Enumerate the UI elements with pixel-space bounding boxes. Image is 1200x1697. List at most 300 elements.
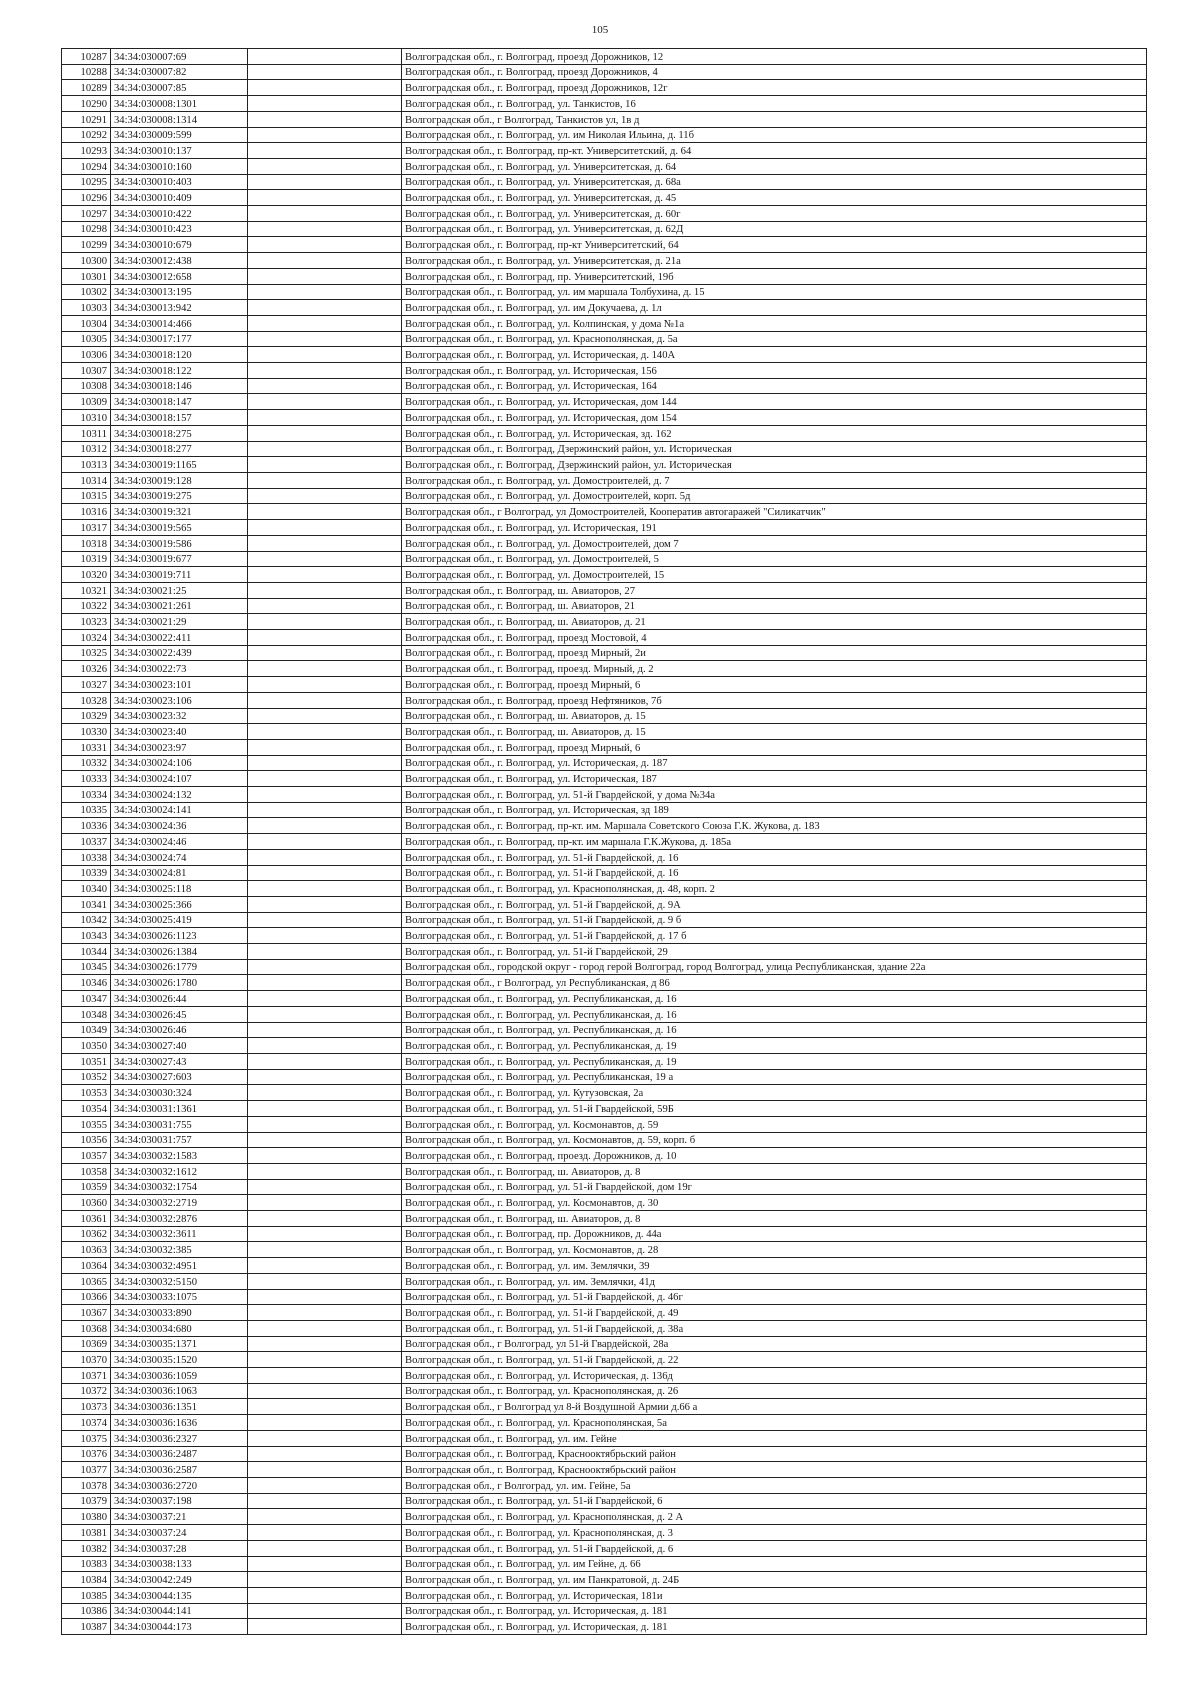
table-row xyxy=(62,457,1147,473)
row-number-cell: 10300 xyxy=(62,253,111,269)
row-number-cell: 10380 xyxy=(62,1509,111,1525)
cadastral-number-cell: 34:34:030032:1612 xyxy=(111,1163,248,1179)
address-cell: Волгоградская обл., г. Волгоград, Краснооктябрьский район xyxy=(402,1446,1147,1462)
empty-cell xyxy=(248,1085,402,1101)
cadastral-number-cell: 34:34:030024:132 xyxy=(111,787,248,803)
cadastral-number-cell: 34:34:030037:24 xyxy=(111,1525,248,1541)
address-cell: Волгоградская обл., г. Волгоград, ул. Историческая, д. 140А xyxy=(402,347,1147,363)
row-number-cell: 10305 xyxy=(62,331,111,347)
empty-cell xyxy=(248,378,402,394)
empty-cell xyxy=(248,1603,402,1619)
table-row xyxy=(62,975,1147,991)
empty-cell xyxy=(248,174,402,190)
table-row xyxy=(62,1273,1147,1289)
row-number-cell: 10298 xyxy=(62,221,111,237)
row-number-cell: 10371 xyxy=(62,1368,111,1384)
row-number-cell: 10354 xyxy=(62,1101,111,1117)
address-cell: Волгоградская обл., г. Волгоград, ул. им Николая Ильина, д. 11б xyxy=(402,127,1147,143)
address-cell: Волгоградская обл., г. Волгоград, проезд Дорожников, 4 xyxy=(402,64,1147,80)
address-cell: Волгоградская обл., г. Волгоград, ул. Колпинская, у дома №1а xyxy=(402,315,1147,331)
empty-cell xyxy=(248,253,402,269)
address-cell: Волгоградская обл., г Волгоград, ул 51-й Гвардейской, 28а xyxy=(402,1336,1147,1352)
empty-cell xyxy=(248,535,402,551)
address-cell: Волгоградская обл., г. Волгоград, ул. Историческая, 191 xyxy=(402,520,1147,536)
row-number-cell: 10310 xyxy=(62,410,111,426)
table-row xyxy=(62,802,1147,818)
cadastral-number-cell: 34:34:030033:1075 xyxy=(111,1289,248,1305)
row-number-cell: 10316 xyxy=(62,504,111,520)
address-cell: Волгоградская обл., г. Волгоград, ул. 51-й Гвардейской, 29 xyxy=(402,944,1147,960)
row-number-cell: 10324 xyxy=(62,630,111,646)
address-cell: Волгоградская обл., г. Волгоград, проезд Мирный, 6 xyxy=(402,677,1147,693)
address-cell: Волгоградская обл., г. Волгоград, ул. Историческая, дом 154 xyxy=(402,410,1147,426)
empty-cell xyxy=(248,111,402,127)
empty-cell xyxy=(248,1242,402,1258)
row-number-cell: 10320 xyxy=(62,567,111,583)
address-cell: Волгоградская обл., г. Волгоград, ул. Домостроителей, корп. 5д xyxy=(402,488,1147,504)
address-cell: Волгоградская обл., г. Волгоград, проезд. Дорожников, д. 10 xyxy=(402,1148,1147,1164)
address-cell: Волгоградская обл., г. Волгоград, ул. им Гейне, д. 66 xyxy=(402,1556,1147,1572)
row-number-cell: 10359 xyxy=(62,1179,111,1195)
address-cell: Волгоградская обл., г. Волгоград, ул. Историческая, 181и xyxy=(402,1587,1147,1603)
cadastral-number-cell: 34:34:030021:29 xyxy=(111,614,248,630)
cadastral-number-cell: 34:34:030044:173 xyxy=(111,1619,248,1635)
row-number-cell: 10336 xyxy=(62,818,111,834)
empty-cell xyxy=(248,315,402,331)
table-row xyxy=(62,190,1147,206)
row-number-cell: 10313 xyxy=(62,457,111,473)
empty-cell xyxy=(248,645,402,661)
empty-cell xyxy=(248,49,402,65)
row-number-cell: 10335 xyxy=(62,802,111,818)
empty-cell xyxy=(248,425,402,441)
address-cell: Волгоградская обл., г. Волгоград, проезд Мирный, 6 xyxy=(402,739,1147,755)
cadastral-number-cell: 34:34:030022:73 xyxy=(111,661,248,677)
address-cell: Волгоградская обл., г. Волгоград, проезд Дорожников, 12 xyxy=(402,49,1147,65)
table-row xyxy=(62,630,1147,646)
empty-cell xyxy=(248,1226,402,1242)
empty-cell xyxy=(248,834,402,850)
table-row xyxy=(62,1069,1147,1085)
address-cell: Волгоградская обл., г. Волгоград, ш. Авиаторов, д. 15 xyxy=(402,724,1147,740)
table-row xyxy=(62,504,1147,520)
empty-cell xyxy=(248,630,402,646)
row-number-cell: 10345 xyxy=(62,959,111,975)
row-number-cell: 10369 xyxy=(62,1336,111,1352)
property-registry-table xyxy=(61,48,1147,1635)
empty-cell xyxy=(248,1148,402,1164)
address-cell: Волгоградская обл., г. Волгоград, ул. Историческая, 164 xyxy=(402,378,1147,394)
address-cell: Волгоградская обл., г. Волгоград, ул. Танкистов, 16 xyxy=(402,96,1147,112)
row-number-cell: 10365 xyxy=(62,1273,111,1289)
table-row xyxy=(62,708,1147,724)
empty-cell xyxy=(248,1038,402,1054)
empty-cell xyxy=(248,1368,402,1384)
table-row xyxy=(62,425,1147,441)
row-number-cell: 10351 xyxy=(62,1054,111,1070)
row-number-cell: 10367 xyxy=(62,1305,111,1321)
empty-cell xyxy=(248,394,402,410)
table-row xyxy=(62,1006,1147,1022)
cadastral-number-cell: 34:34:030025:366 xyxy=(111,896,248,912)
address-cell: Волгоградская обл., г. Волгоград, ул. Космонавтов, д. 59, корп. б xyxy=(402,1132,1147,1148)
table-row xyxy=(62,818,1147,834)
address-cell: Волгоградская обл., г. Волгоград, ул. 51-й Гвардейской, д. 9А xyxy=(402,896,1147,912)
empty-cell xyxy=(248,331,402,347)
cadastral-number-cell: 34:34:030009:599 xyxy=(111,127,248,143)
address-cell: Волгоградская обл., г. Волгоград, ул. Республиканская, 19 а xyxy=(402,1069,1147,1085)
row-number-cell: 10333 xyxy=(62,771,111,787)
cadastral-number-cell: 34:34:030036:2487 xyxy=(111,1446,248,1462)
empty-cell xyxy=(248,158,402,174)
address-cell: Волгоградская обл., г. Волгоград, Краснооктябрьский район xyxy=(402,1462,1147,1478)
table-row xyxy=(62,64,1147,80)
empty-cell xyxy=(248,504,402,520)
cadastral-number-cell: 34:34:030026:45 xyxy=(111,1006,248,1022)
cadastral-number-cell: 34:34:030018:147 xyxy=(111,394,248,410)
table-row xyxy=(62,1101,1147,1117)
address-cell: Волгоградская обл., г. Волгоград, ул. им. Гейне xyxy=(402,1430,1147,1446)
address-cell: Волгоградская обл., г. Волгоград, ул. Университетская, д. 62Д xyxy=(402,221,1147,237)
address-cell: Волгоградская обл., г. Волгоград, ул. Домостроителей, 5 xyxy=(402,551,1147,567)
cadastral-number-cell: 34:34:030035:1371 xyxy=(111,1336,248,1352)
table-row xyxy=(62,1242,1147,1258)
cadastral-number-cell: 34:34:030018:146 xyxy=(111,378,248,394)
empty-cell xyxy=(248,1509,402,1525)
empty-cell xyxy=(248,1116,402,1132)
cadastral-number-cell: 34:34:030036:1063 xyxy=(111,1383,248,1399)
cadastral-number-cell: 34:34:030032:5150 xyxy=(111,1273,248,1289)
table-row xyxy=(62,1368,1147,1384)
table-row xyxy=(62,300,1147,316)
cadastral-number-cell: 34:34:030031:755 xyxy=(111,1116,248,1132)
cadastral-number-cell: 34:34:030008:1301 xyxy=(111,96,248,112)
cadastral-number-cell: 34:34:030026:1779 xyxy=(111,959,248,975)
table-row xyxy=(62,1493,1147,1509)
cadastral-number-cell: 34:34:030042:249 xyxy=(111,1572,248,1588)
row-number-cell: 10350 xyxy=(62,1038,111,1054)
empty-cell xyxy=(248,284,402,300)
cadastral-number-cell: 34:34:030036:1059 xyxy=(111,1368,248,1384)
address-cell: Волгоградская обл., г Волгоград, Танкистов ул, 1в д xyxy=(402,111,1147,127)
table-row xyxy=(62,1509,1147,1525)
empty-cell xyxy=(248,80,402,96)
address-cell: Волгоградская обл., г. Волгоград, ул. Республиканская, д. 19 xyxy=(402,1054,1147,1070)
address-cell: Волгоградская обл., г. Волгоград, ул. Историческая, зд 189 xyxy=(402,802,1147,818)
empty-cell xyxy=(248,1525,402,1541)
empty-cell xyxy=(248,567,402,583)
empty-cell xyxy=(248,520,402,536)
cadastral-number-cell: 34:34:030024:46 xyxy=(111,834,248,850)
cadastral-number-cell: 34:34:030022:411 xyxy=(111,630,248,646)
cadastral-number-cell: 34:34:030031:757 xyxy=(111,1132,248,1148)
table-row xyxy=(62,551,1147,567)
empty-cell xyxy=(248,1006,402,1022)
cadastral-number-cell: 34:34:030024:106 xyxy=(111,755,248,771)
empty-cell xyxy=(248,237,402,253)
table-row xyxy=(62,363,1147,379)
row-number-cell: 10311 xyxy=(62,425,111,441)
empty-cell xyxy=(248,1477,402,1493)
empty-cell xyxy=(248,1132,402,1148)
row-number-cell: 10295 xyxy=(62,174,111,190)
row-number-cell: 10368 xyxy=(62,1320,111,1336)
address-cell: Волгоградская обл., г. Волгоград, ул. 51-й Гвардейской, д. 9 б xyxy=(402,912,1147,928)
empty-cell xyxy=(248,661,402,677)
row-number-cell: 10372 xyxy=(62,1383,111,1399)
cadastral-number-cell: 34:34:030019:321 xyxy=(111,504,248,520)
empty-cell xyxy=(248,739,402,755)
table-row xyxy=(62,111,1147,127)
empty-cell xyxy=(248,849,402,865)
address-cell: Волгоградская обл., г. Волгоград, ул. им Докучаева, д. 1л xyxy=(402,300,1147,316)
row-number-cell: 10314 xyxy=(62,472,111,488)
cadastral-number-cell: 34:34:030019:275 xyxy=(111,488,248,504)
address-cell: Волгоградская обл., г. Волгоград, ул. Историческая, д. 136д xyxy=(402,1368,1147,1384)
cadastral-number-cell: 34:34:030032:2719 xyxy=(111,1195,248,1211)
empty-cell xyxy=(248,1493,402,1509)
cadastral-number-cell: 34:34:030032:4951 xyxy=(111,1258,248,1274)
row-number-cell: 10337 xyxy=(62,834,111,850)
empty-cell xyxy=(248,1289,402,1305)
empty-cell xyxy=(248,755,402,771)
cadastral-number-cell: 34:34:030012:658 xyxy=(111,268,248,284)
row-number-cell: 10309 xyxy=(62,394,111,410)
table-row xyxy=(62,378,1147,394)
table-row xyxy=(62,1163,1147,1179)
table-row xyxy=(62,1085,1147,1101)
row-number-cell: 10339 xyxy=(62,865,111,881)
table-row xyxy=(62,739,1147,755)
table-row xyxy=(62,127,1147,143)
table-row xyxy=(62,253,1147,269)
row-number-cell: 10387 xyxy=(62,1619,111,1635)
empty-cell xyxy=(248,1336,402,1352)
row-number-cell: 10342 xyxy=(62,912,111,928)
address-cell: Волгоградская обл., г. Волгоград, ул. Университетская, д. 64 xyxy=(402,158,1147,174)
row-number-cell: 10296 xyxy=(62,190,111,206)
cadastral-number-cell: 34:34:030027:40 xyxy=(111,1038,248,1054)
row-number-cell: 10325 xyxy=(62,645,111,661)
row-number-cell: 10343 xyxy=(62,928,111,944)
row-number-cell: 10329 xyxy=(62,708,111,724)
table-row xyxy=(62,1603,1147,1619)
cadastral-number-cell: 34:34:030023:40 xyxy=(111,724,248,740)
table-row xyxy=(62,520,1147,536)
address-cell: Волгоградская обл., г. Волгоград, пр. Университетский, 19б xyxy=(402,268,1147,284)
cadastral-number-cell: 34:34:030024:36 xyxy=(111,818,248,834)
address-cell: Волгоградская обл., г. Волгоград, ш. Авиаторов, 21 xyxy=(402,598,1147,614)
table-row xyxy=(62,1462,1147,1478)
address-cell: Волгоградская обл., г. Волгоград, проезд Мостовой, 4 xyxy=(402,630,1147,646)
empty-cell xyxy=(248,206,402,222)
row-number-cell: 10301 xyxy=(62,268,111,284)
row-number-cell: 10331 xyxy=(62,739,111,755)
empty-cell xyxy=(248,1572,402,1588)
row-number-cell: 10326 xyxy=(62,661,111,677)
row-number-cell: 10338 xyxy=(62,849,111,865)
table-row xyxy=(62,1446,1147,1462)
cadastral-number-cell: 34:34:030010:137 xyxy=(111,143,248,159)
empty-cell xyxy=(248,1383,402,1399)
address-cell: Волгоградская обл., г. Волгоград, ул. 51-й Гвардейской, д. 17 б xyxy=(402,928,1147,944)
cadastral-number-cell: 34:34:030044:135 xyxy=(111,1587,248,1603)
row-number-cell: 10363 xyxy=(62,1242,111,1258)
row-number-cell: 10288 xyxy=(62,64,111,80)
table-row xyxy=(62,268,1147,284)
empty-cell xyxy=(248,221,402,237)
empty-cell xyxy=(248,787,402,803)
cadastral-number-cell: 34:34:030007:69 xyxy=(111,49,248,65)
address-cell: Волгоградская обл., г. Волгоград, ул. им. Землячки, 39 xyxy=(402,1258,1147,1274)
row-number-cell: 10347 xyxy=(62,991,111,1007)
row-number-cell: 10332 xyxy=(62,755,111,771)
empty-cell xyxy=(248,457,402,473)
empty-cell xyxy=(248,551,402,567)
cadastral-number-cell: 34:34:030018:157 xyxy=(111,410,248,426)
cadastral-number-cell: 34:34:030024:74 xyxy=(111,849,248,865)
cadastral-number-cell: 34:34:030026:1123 xyxy=(111,928,248,944)
empty-cell xyxy=(248,802,402,818)
cadastral-number-cell: 34:34:030035:1520 xyxy=(111,1352,248,1368)
table-row xyxy=(62,96,1147,112)
cadastral-number-cell: 34:34:030032:3611 xyxy=(111,1226,248,1242)
address-cell: Волгоградская обл., г. Волгоград, ул. 51-й Гвардейской, д. 22 xyxy=(402,1352,1147,1368)
cadastral-number-cell: 34:34:030036:2720 xyxy=(111,1477,248,1493)
cadastral-number-cell: 34:34:030013:942 xyxy=(111,300,248,316)
address-cell: Волгоградская обл., г. Волгоград, ул. Историческая, д. 187 xyxy=(402,755,1147,771)
table-row xyxy=(62,896,1147,912)
cadastral-number-cell: 34:34:030025:118 xyxy=(111,881,248,897)
row-number-cell: 10293 xyxy=(62,143,111,159)
address-cell: Волгоградская обл., г. Волгоград, ул. 51-й Гвардейской, д. 38а xyxy=(402,1320,1147,1336)
table-row xyxy=(62,1038,1147,1054)
empty-cell xyxy=(248,708,402,724)
address-cell: Волгоградская обл., г Волгоград, ул Республиканская, д 86 xyxy=(402,975,1147,991)
empty-cell xyxy=(248,64,402,80)
empty-cell xyxy=(248,96,402,112)
table-row xyxy=(62,614,1147,630)
address-cell: Волгоградская обл., г. Волгоград, ш. Авиаторов, д. 21 xyxy=(402,614,1147,630)
row-number-cell: 10375 xyxy=(62,1430,111,1446)
cadastral-number-cell: 34:34:030021:261 xyxy=(111,598,248,614)
row-number-cell: 10306 xyxy=(62,347,111,363)
address-cell: Волгоградская обл., г. Волгоград, ул. им. Землячки, 41д xyxy=(402,1273,1147,1289)
empty-cell xyxy=(248,582,402,598)
row-number-cell: 10321 xyxy=(62,582,111,598)
address-cell: Волгоградская обл., г. Волгоград, проезд Нефтяников, 7б xyxy=(402,692,1147,708)
row-number-cell: 10291 xyxy=(62,111,111,127)
empty-cell xyxy=(248,692,402,708)
table-row xyxy=(62,1399,1147,1415)
cadastral-number-cell: 34:34:030032:385 xyxy=(111,1242,248,1258)
empty-cell xyxy=(248,1101,402,1117)
row-number-cell: 10360 xyxy=(62,1195,111,1211)
empty-cell xyxy=(248,1587,402,1603)
table-row xyxy=(62,692,1147,708)
address-cell: Волгоградская обл., г. Волгоград, ул. Домостроителей, д. 7 xyxy=(402,472,1147,488)
empty-cell xyxy=(248,1211,402,1227)
empty-cell xyxy=(248,991,402,1007)
cadastral-number-cell: 34:34:030019:1165 xyxy=(111,457,248,473)
address-cell: Волгоградская обл., г. Волгоград, ул. 51-й Гвардейской, д. 49 xyxy=(402,1305,1147,1321)
row-number-cell: 10297 xyxy=(62,206,111,222)
empty-cell xyxy=(248,1305,402,1321)
cadastral-number-cell: 34:34:030017:177 xyxy=(111,331,248,347)
address-cell: Волгоградская обл., г. Волгоград, ул. 51-й Гвардейской, д. 6 xyxy=(402,1540,1147,1556)
empty-cell xyxy=(248,1054,402,1070)
row-number-cell: 10299 xyxy=(62,237,111,253)
empty-cell xyxy=(248,1446,402,1462)
address-cell: Волгоградская обл., г. Волгоград, ул. Космонавтов, д. 30 xyxy=(402,1195,1147,1211)
address-cell: Волгоградская обл., г. Волгоград, проезд Дорожников, 12г xyxy=(402,80,1147,96)
row-number-cell: 10292 xyxy=(62,127,111,143)
table-row xyxy=(62,787,1147,803)
table-row xyxy=(62,567,1147,583)
table-row xyxy=(62,143,1147,159)
table-row xyxy=(62,1195,1147,1211)
table-row xyxy=(62,1054,1147,1070)
table-row xyxy=(62,1619,1147,1635)
address-cell: Волгоградская обл., г. Волгоград, ул. Историческая, зд. 162 xyxy=(402,425,1147,441)
table-row xyxy=(62,410,1147,426)
cadastral-number-cell: 34:34:030026:1384 xyxy=(111,944,248,960)
empty-cell xyxy=(248,1540,402,1556)
cadastral-number-cell: 34:34:030021:25 xyxy=(111,582,248,598)
empty-cell xyxy=(248,472,402,488)
address-cell: Волгоградская обл., г. Волгоград, ул. Космонавтов, д. 59 xyxy=(402,1116,1147,1132)
cadastral-number-cell: 34:34:030036:2327 xyxy=(111,1430,248,1446)
empty-cell xyxy=(248,818,402,834)
empty-cell xyxy=(248,724,402,740)
cadastral-number-cell: 34:34:030032:1583 xyxy=(111,1148,248,1164)
cadastral-number-cell: 34:34:030019:711 xyxy=(111,567,248,583)
empty-cell xyxy=(248,363,402,379)
address-cell: Волгоградская обл., г. Волгоград, пр. Дорожников, д. 44а xyxy=(402,1226,1147,1242)
address-cell: Волгоградская обл., г. Волгоград, ул. Краснополянская, д. 48, корп. 2 xyxy=(402,881,1147,897)
cadastral-number-cell: 34:34:030026:46 xyxy=(111,1022,248,1038)
row-number-cell: 10366 xyxy=(62,1289,111,1305)
table-row xyxy=(62,645,1147,661)
address-cell: Волгоградская обл., г. Волгоград, ул. Краснополянская, д. 3 xyxy=(402,1525,1147,1541)
empty-cell xyxy=(248,1179,402,1195)
row-number-cell: 10384 xyxy=(62,1572,111,1588)
table-row xyxy=(62,1352,1147,1368)
address-cell: Волгоградская обл., г. Волгоград, ул. Краснополянская, д. 2 А xyxy=(402,1509,1147,1525)
row-number-cell: 10357 xyxy=(62,1148,111,1164)
empty-cell xyxy=(248,896,402,912)
address-cell: Волгоградская обл., г. Волгоград, ул. им маршала Толбухина, д. 15 xyxy=(402,284,1147,300)
empty-cell xyxy=(248,1069,402,1085)
address-cell: Волгоградская обл., городской округ - город герой Волгоград, город Волгоград, улица Республиканская, здание 22а xyxy=(402,959,1147,975)
empty-cell xyxy=(248,190,402,206)
address-cell: Волгоградская обл., г. Волгоград, ул. 51-й Гвардейской, 59Б xyxy=(402,1101,1147,1117)
cadastral-number-cell: 34:34:030010:423 xyxy=(111,221,248,237)
row-number-cell: 10289 xyxy=(62,80,111,96)
cadastral-number-cell: 34:34:030024:81 xyxy=(111,865,248,881)
cadastral-number-cell: 34:34:030023:32 xyxy=(111,708,248,724)
table-row xyxy=(62,881,1147,897)
empty-cell xyxy=(248,143,402,159)
empty-cell xyxy=(248,1195,402,1211)
table-row xyxy=(62,755,1147,771)
empty-cell xyxy=(248,1022,402,1038)
address-cell: Волгоградская обл., г. Волгоград, ул. 51-й Гвардейской, д. 16 xyxy=(402,865,1147,881)
empty-cell xyxy=(248,441,402,457)
empty-cell xyxy=(248,1258,402,1274)
address-cell: Волгоградская обл., г. Волгоград, ул. Краснополянская, д. 5а xyxy=(402,331,1147,347)
address-cell: Волгоградская обл., г. Волгоград, ш. Авиаторов, д. 8 xyxy=(402,1163,1147,1179)
